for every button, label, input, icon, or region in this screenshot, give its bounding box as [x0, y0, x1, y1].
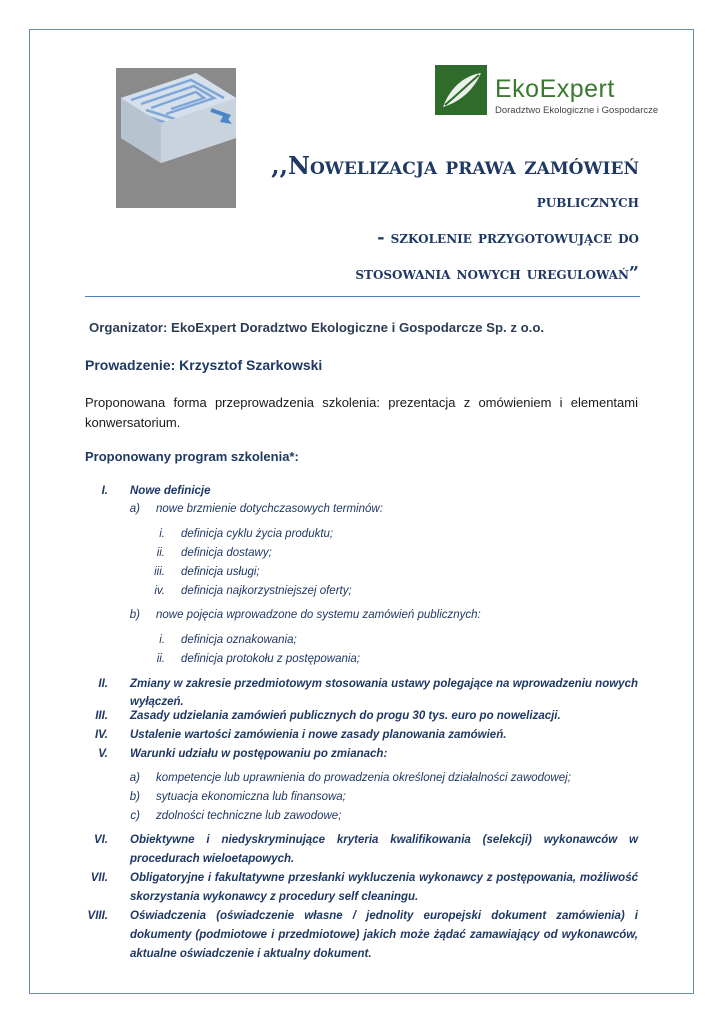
title-line-1: ,,Nowelizacja prawa zamówień — [271, 151, 639, 180]
title-line-3: - szkolenie przygotowujące do — [377, 228, 639, 248]
subsection-number: a) — [129, 772, 140, 784]
subsection-text: nowe brzmienie dotychczasowych terminów: — [156, 503, 383, 515]
organizer-line: Organizator: EkoExpert Doradztwo Ekologiczne i Gospodarcze Sp. z o.o. — [89, 320, 545, 335]
subsection-number: a) — [129, 503, 140, 515]
item-number: ii. — [156, 547, 165, 559]
section-number: II. — [98, 678, 108, 690]
training-form-paragraph: Proponowana forma przeprowadzenia szkolenia: prezentacja z omówieniem i elementami konwersatorium. — [85, 395, 638, 430]
item-text: definicja usługi; — [181, 566, 260, 578]
subsection-text: nowe pojęcia wprowadzone do systemu zamówień publicznych: — [156, 609, 481, 621]
section-number: V. — [98, 748, 108, 760]
logo-subtitle: Doradztwo Ekologiczne i Gospodarcze — [495, 105, 659, 116]
subsection-text: kompetencje lub uprawnienia do prowadzenia określonej działalności zawodowej; — [156, 772, 571, 784]
title-divider — [85, 296, 640, 297]
item-number: i. — [159, 634, 165, 646]
program-heading: Proponowany program szkolenia*: — [85, 449, 299, 464]
section-title: Nowe definicje — [130, 485, 211, 497]
subsection-number: c) — [130, 810, 140, 822]
section-title: Zmiany w zakresie przedmiotowym stosowania ustawy polegające na wprowadzeniu nowych wyłączeń. — [130, 678, 638, 708]
section-title: Obiektywne i niedyskryminujące kryteria kwalifikowania (selekcji) wykonawców w procedurach wieloetapowych. — [130, 834, 638, 865]
section-number: IV. — [94, 729, 108, 741]
subsection-number: b) — [129, 791, 140, 803]
title-line-4: stosowania nowych uregulowań” — [355, 264, 639, 284]
logo-name: EkoExpert — [495, 75, 615, 103]
section-title: Zasady udzielania zamówień publicznych do progu 30 tys. euro po nowelizacji. — [130, 710, 561, 722]
section-number: I. — [101, 485, 108, 497]
item-number: ii. — [156, 653, 165, 665]
item-number: iv. — [154, 585, 165, 597]
document-title — [79, 148, 639, 292]
item-text: definicja cyklu życia produktu; — [181, 528, 334, 540]
section-number: VI. — [93, 834, 108, 846]
section-title: Obligatoryjne i fakultatywne przesłanki wykluczenia wykonawcy z postępowania, możliwość skorzystania wykonawcy z procedury self cleaningu. — [130, 872, 638, 903]
item-text: definicja protokołu z postępowania; — [181, 653, 361, 665]
item-number: iii. — [154, 566, 165, 578]
section-number: III. — [95, 710, 108, 722]
item-number: i. — [159, 528, 165, 540]
lead-line: Prowadzenie: Krzysztof Szarkowski — [85, 357, 323, 373]
subsection-text: zdolności techniczne lub zawodowe; — [156, 810, 342, 822]
subsection-number: b) — [129, 609, 140, 621]
ekoexpert-logo — [435, 65, 675, 117]
item-text: definicja dostawy; — [181, 547, 272, 559]
section-number: VII. — [90, 872, 108, 884]
subsection-text: sytuacja ekonomiczna lub finansowa; — [156, 791, 346, 803]
title-line-2: publicznych — [536, 192, 639, 212]
item-text: definicja najkorzystniejszej oferty; — [181, 585, 352, 597]
section-title: Ustalenie wartości zamówienia i nowe zasady planowania zamówień. — [130, 729, 507, 741]
item-text: definicja oznakowania; — [181, 634, 297, 646]
section-title: Warunki udziału w postępowaniu po zmianach: — [130, 748, 388, 760]
section-title: Oświadczenia (oświadczenie własne / jednolity europejski dokument zamówienia) i dokumenty (podmiotowe i przedmiotowe) jakich może żądać zamawiający od wykonawców, aktualne oświadczenie i aktualny dokument. — [130, 910, 638, 960]
leaf-icon — [435, 65, 487, 115]
section-number: VIII. — [87, 910, 108, 922]
